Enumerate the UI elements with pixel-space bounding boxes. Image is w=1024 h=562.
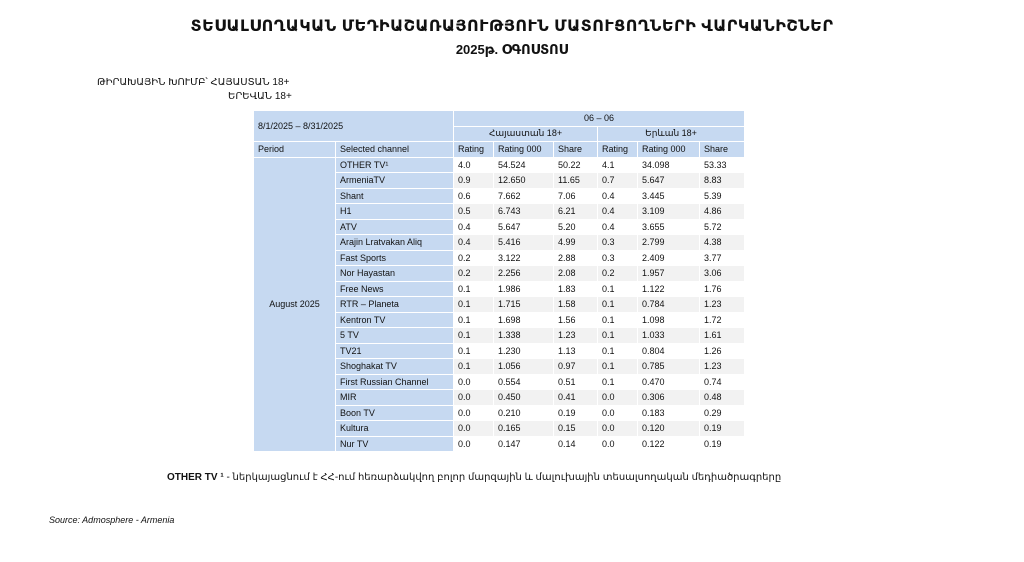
share-yerevan: 4.86 bbox=[700, 204, 745, 220]
group-yerevan: Երևան 18+ bbox=[598, 126, 745, 142]
channel-name: Shoghakat TV bbox=[336, 359, 454, 375]
rating-armenia: 0.4 bbox=[454, 219, 494, 235]
target-group-yerevan: ԵՐԵՎԱՆ 18+ bbox=[228, 91, 292, 102]
rating000-armenia: 3.122 bbox=[494, 250, 554, 266]
rating-yerevan: 0.1 bbox=[598, 359, 638, 375]
rating-armenia: 0.1 bbox=[454, 328, 494, 344]
rating000-yerevan: 5.647 bbox=[638, 173, 700, 189]
rating-yerevan: 0.0 bbox=[598, 405, 638, 421]
rating000-yerevan: 0.785 bbox=[638, 359, 700, 375]
share-armenia: 7.06 bbox=[554, 188, 598, 204]
rating000-yerevan: 0.306 bbox=[638, 390, 700, 406]
rating000-yerevan: 0.804 bbox=[638, 343, 700, 359]
rating-armenia: 0.1 bbox=[454, 312, 494, 328]
share-yerevan: 1.76 bbox=[700, 281, 745, 297]
footnote-text: - ներկայացնում է ՀՀ-ում հեռարձակվող բոլոր մարզային և մալուխային տեսալսողական մեդիածրագրերը bbox=[223, 472, 782, 483]
rating000-armenia: 0.147 bbox=[494, 436, 554, 452]
footnote bbox=[167, 472, 781, 483]
rating000-yerevan: 0.183 bbox=[638, 405, 700, 421]
rating000-armenia: 7.662 bbox=[494, 188, 554, 204]
rating000-armenia: 0.450 bbox=[494, 390, 554, 406]
rating000-armenia: 1.056 bbox=[494, 359, 554, 375]
share-yerevan: 1.72 bbox=[700, 312, 745, 328]
rating-yerevan: 0.4 bbox=[598, 188, 638, 204]
share-yerevan: 5.72 bbox=[700, 219, 745, 235]
share-armenia: 2.88 bbox=[554, 250, 598, 266]
channel-name: Boon TV bbox=[336, 405, 454, 421]
channel-name: First Russian Channel bbox=[336, 374, 454, 390]
rating-yerevan: 0.1 bbox=[598, 297, 638, 313]
rating-armenia: 0.1 bbox=[454, 359, 494, 375]
rating000-armenia: 1.698 bbox=[494, 312, 554, 328]
share-armenia: 0.19 bbox=[554, 405, 598, 421]
rating-yerevan: 0.7 bbox=[598, 173, 638, 189]
channel-name: 5 TV bbox=[336, 328, 454, 344]
share-armenia: 0.97 bbox=[554, 359, 598, 375]
rating-armenia: 0.9 bbox=[454, 173, 494, 189]
share-armenia: 1.83 bbox=[554, 281, 598, 297]
channel-name: RTR – Planeta bbox=[336, 297, 454, 313]
share-armenia: 6.21 bbox=[554, 204, 598, 220]
channel-name: Kultura bbox=[336, 421, 454, 437]
share-armenia: 5.20 bbox=[554, 219, 598, 235]
target-group-armenia: ԹԻՐԱԽԱՅԻՆ ԽՈՒՄԲ՝ ՀԱՅԱՍՏԱՆ 18+ bbox=[97, 77, 290, 88]
rating-yerevan: 0.1 bbox=[598, 343, 638, 359]
rating-armenia: 0.0 bbox=[454, 390, 494, 406]
share-yerevan: 4.38 bbox=[700, 235, 745, 251]
rating000-yerevan: 34.098 bbox=[638, 157, 700, 173]
rating000-armenia: 6.743 bbox=[494, 204, 554, 220]
share-armenia: 0.15 bbox=[554, 421, 598, 437]
col-period: Period bbox=[254, 142, 336, 158]
rating000-yerevan: 1.033 bbox=[638, 328, 700, 344]
rating000-armenia: 1.338 bbox=[494, 328, 554, 344]
rating-yerevan: 4.1 bbox=[598, 157, 638, 173]
share-armenia: 0.51 bbox=[554, 374, 598, 390]
rating000-armenia: 0.210 bbox=[494, 405, 554, 421]
rating000-armenia: 5.647 bbox=[494, 219, 554, 235]
rating-armenia: 0.0 bbox=[454, 405, 494, 421]
col-rating-yerevan: Rating bbox=[598, 142, 638, 158]
channel-name: MIR bbox=[336, 390, 454, 406]
table-row bbox=[254, 157, 745, 173]
rating-armenia: 0.6 bbox=[454, 188, 494, 204]
rating-armenia: 0.1 bbox=[454, 281, 494, 297]
share-armenia: 0.41 bbox=[554, 390, 598, 406]
rating-yerevan: 0.0 bbox=[598, 390, 638, 406]
share-yerevan: 8.83 bbox=[700, 173, 745, 189]
rating000-yerevan: 0.122 bbox=[638, 436, 700, 452]
share-armenia: 2.08 bbox=[554, 266, 598, 282]
share-armenia: 11.65 bbox=[554, 173, 598, 189]
channel-name: TV21 bbox=[336, 343, 454, 359]
share-yerevan: 0.74 bbox=[700, 374, 745, 390]
rating-yerevan: 0.2 bbox=[598, 266, 638, 282]
share-yerevan: 1.23 bbox=[700, 297, 745, 313]
share-yerevan: 0.19 bbox=[700, 436, 745, 452]
rating000-yerevan: 0.784 bbox=[638, 297, 700, 313]
rating000-yerevan: 2.799 bbox=[638, 235, 700, 251]
share-yerevan: 53.33 bbox=[700, 157, 745, 173]
rating-armenia: 0.1 bbox=[454, 297, 494, 313]
rating000-yerevan: 1.122 bbox=[638, 281, 700, 297]
rating-yerevan: 0.0 bbox=[598, 436, 638, 452]
share-armenia: 1.13 bbox=[554, 343, 598, 359]
rating000-yerevan: 1.957 bbox=[638, 266, 700, 282]
channel-name: H1 bbox=[336, 204, 454, 220]
rating000-armenia: 2.256 bbox=[494, 266, 554, 282]
share-yerevan: 1.61 bbox=[700, 328, 745, 344]
rating-yerevan: 0.1 bbox=[598, 281, 638, 297]
rating000-armenia: 0.165 bbox=[494, 421, 554, 437]
rating000-armenia: 5.416 bbox=[494, 235, 554, 251]
channel-name: OTHER TV¹ bbox=[336, 157, 454, 173]
col-channel: Selected channel bbox=[336, 142, 454, 158]
date-range: 8/1/2025 – 8/31/2025 bbox=[254, 111, 454, 142]
rating000-armenia: 1.715 bbox=[494, 297, 554, 313]
rating000-armenia: 0.554 bbox=[494, 374, 554, 390]
rating000-yerevan: 3.109 bbox=[638, 204, 700, 220]
time-range: 06 – 06 bbox=[454, 111, 745, 127]
rating-yerevan: 0.3 bbox=[598, 250, 638, 266]
share-armenia: 50.22 bbox=[554, 157, 598, 173]
channel-name: Kentron TV bbox=[336, 312, 454, 328]
col-rating000-armenia: Rating 000 bbox=[494, 142, 554, 158]
share-yerevan: 0.29 bbox=[700, 405, 745, 421]
period-value: August 2025 bbox=[254, 157, 336, 452]
ratings-table bbox=[253, 110, 745, 452]
channel-name: Arajin Lratvakan Aliq bbox=[336, 235, 454, 251]
rating000-armenia: 1.230 bbox=[494, 343, 554, 359]
col-rating-armenia: Rating bbox=[454, 142, 494, 158]
rating-armenia: 4.0 bbox=[454, 157, 494, 173]
rating-yerevan: 0.3 bbox=[598, 235, 638, 251]
rating000-yerevan: 3.655 bbox=[638, 219, 700, 235]
channel-name: Free News bbox=[336, 281, 454, 297]
rating-yerevan: 0.1 bbox=[598, 312, 638, 328]
rating000-armenia: 1.986 bbox=[494, 281, 554, 297]
share-armenia: 1.23 bbox=[554, 328, 598, 344]
rating000-yerevan: 1.098 bbox=[638, 312, 700, 328]
share-yerevan: 1.26 bbox=[700, 343, 745, 359]
page-subtitle: 2025թ. ՕԳՈՍՏՈՍ bbox=[455, 42, 569, 57]
channel-name: Nor Hayastan bbox=[336, 266, 454, 282]
share-yerevan: 3.06 bbox=[700, 266, 745, 282]
channel-name: Fast Sports bbox=[336, 250, 454, 266]
rating000-yerevan: 3.445 bbox=[638, 188, 700, 204]
share-yerevan: 3.77 bbox=[700, 250, 745, 266]
rating000-yerevan: 0.470 bbox=[638, 374, 700, 390]
channel-name: Shant bbox=[336, 188, 454, 204]
ratings-table-body bbox=[254, 157, 745, 452]
share-armenia: 1.58 bbox=[554, 297, 598, 313]
share-armenia: 1.56 bbox=[554, 312, 598, 328]
source-note: Source: Admosphere - Armenia bbox=[49, 515, 175, 525]
col-share-yerevan: Share bbox=[700, 142, 745, 158]
share-armenia: 4.99 bbox=[554, 235, 598, 251]
channel-name: ATV bbox=[336, 219, 454, 235]
rating-armenia: 0.0 bbox=[454, 421, 494, 437]
rating000-yerevan: 2.409 bbox=[638, 250, 700, 266]
rating-armenia: 0.4 bbox=[454, 235, 494, 251]
channel-name: Nur TV bbox=[336, 436, 454, 452]
page-title: ՏԵՍԱԼՍՈՂԱԿԱՆ ՄԵԴԻԱՇԱՌԱՅՈՒԹՅՈՒՆ ՄԱՏՈՒՑՈՂՆԵՐԻ ՎԱՐԿԱՆԻՇՆԵՐ bbox=[190, 18, 834, 35]
rating-armenia: 0.1 bbox=[454, 343, 494, 359]
rating-yerevan: 0.0 bbox=[598, 421, 638, 437]
share-yerevan: 1.23 bbox=[700, 359, 745, 375]
share-yerevan: 0.48 bbox=[700, 390, 745, 406]
rating-armenia: 0.0 bbox=[454, 436, 494, 452]
channel-name: ArmeniaTV bbox=[336, 173, 454, 189]
rating-yerevan: 0.4 bbox=[598, 219, 638, 235]
rating000-yerevan: 0.120 bbox=[638, 421, 700, 437]
rating-yerevan: 0.1 bbox=[598, 328, 638, 344]
share-armenia: 0.14 bbox=[554, 436, 598, 452]
rating-armenia: 0.5 bbox=[454, 204, 494, 220]
rating-yerevan: 0.1 bbox=[598, 374, 638, 390]
rating-armenia: 0.2 bbox=[454, 250, 494, 266]
rating000-armenia: 12.650 bbox=[494, 173, 554, 189]
col-rating000-yerevan: Rating 000 bbox=[638, 142, 700, 158]
rating-yerevan: 0.4 bbox=[598, 204, 638, 220]
group-armenia: Հայաստան 18+ bbox=[454, 126, 598, 142]
share-yerevan: 0.19 bbox=[700, 421, 745, 437]
share-yerevan: 5.39 bbox=[700, 188, 745, 204]
footnote-label: OTHER TV ¹ bbox=[167, 472, 224, 483]
rating-armenia: 0.0 bbox=[454, 374, 494, 390]
rating000-armenia: 54.524 bbox=[494, 157, 554, 173]
rating-armenia: 0.2 bbox=[454, 266, 494, 282]
col-share-armenia: Share bbox=[554, 142, 598, 158]
